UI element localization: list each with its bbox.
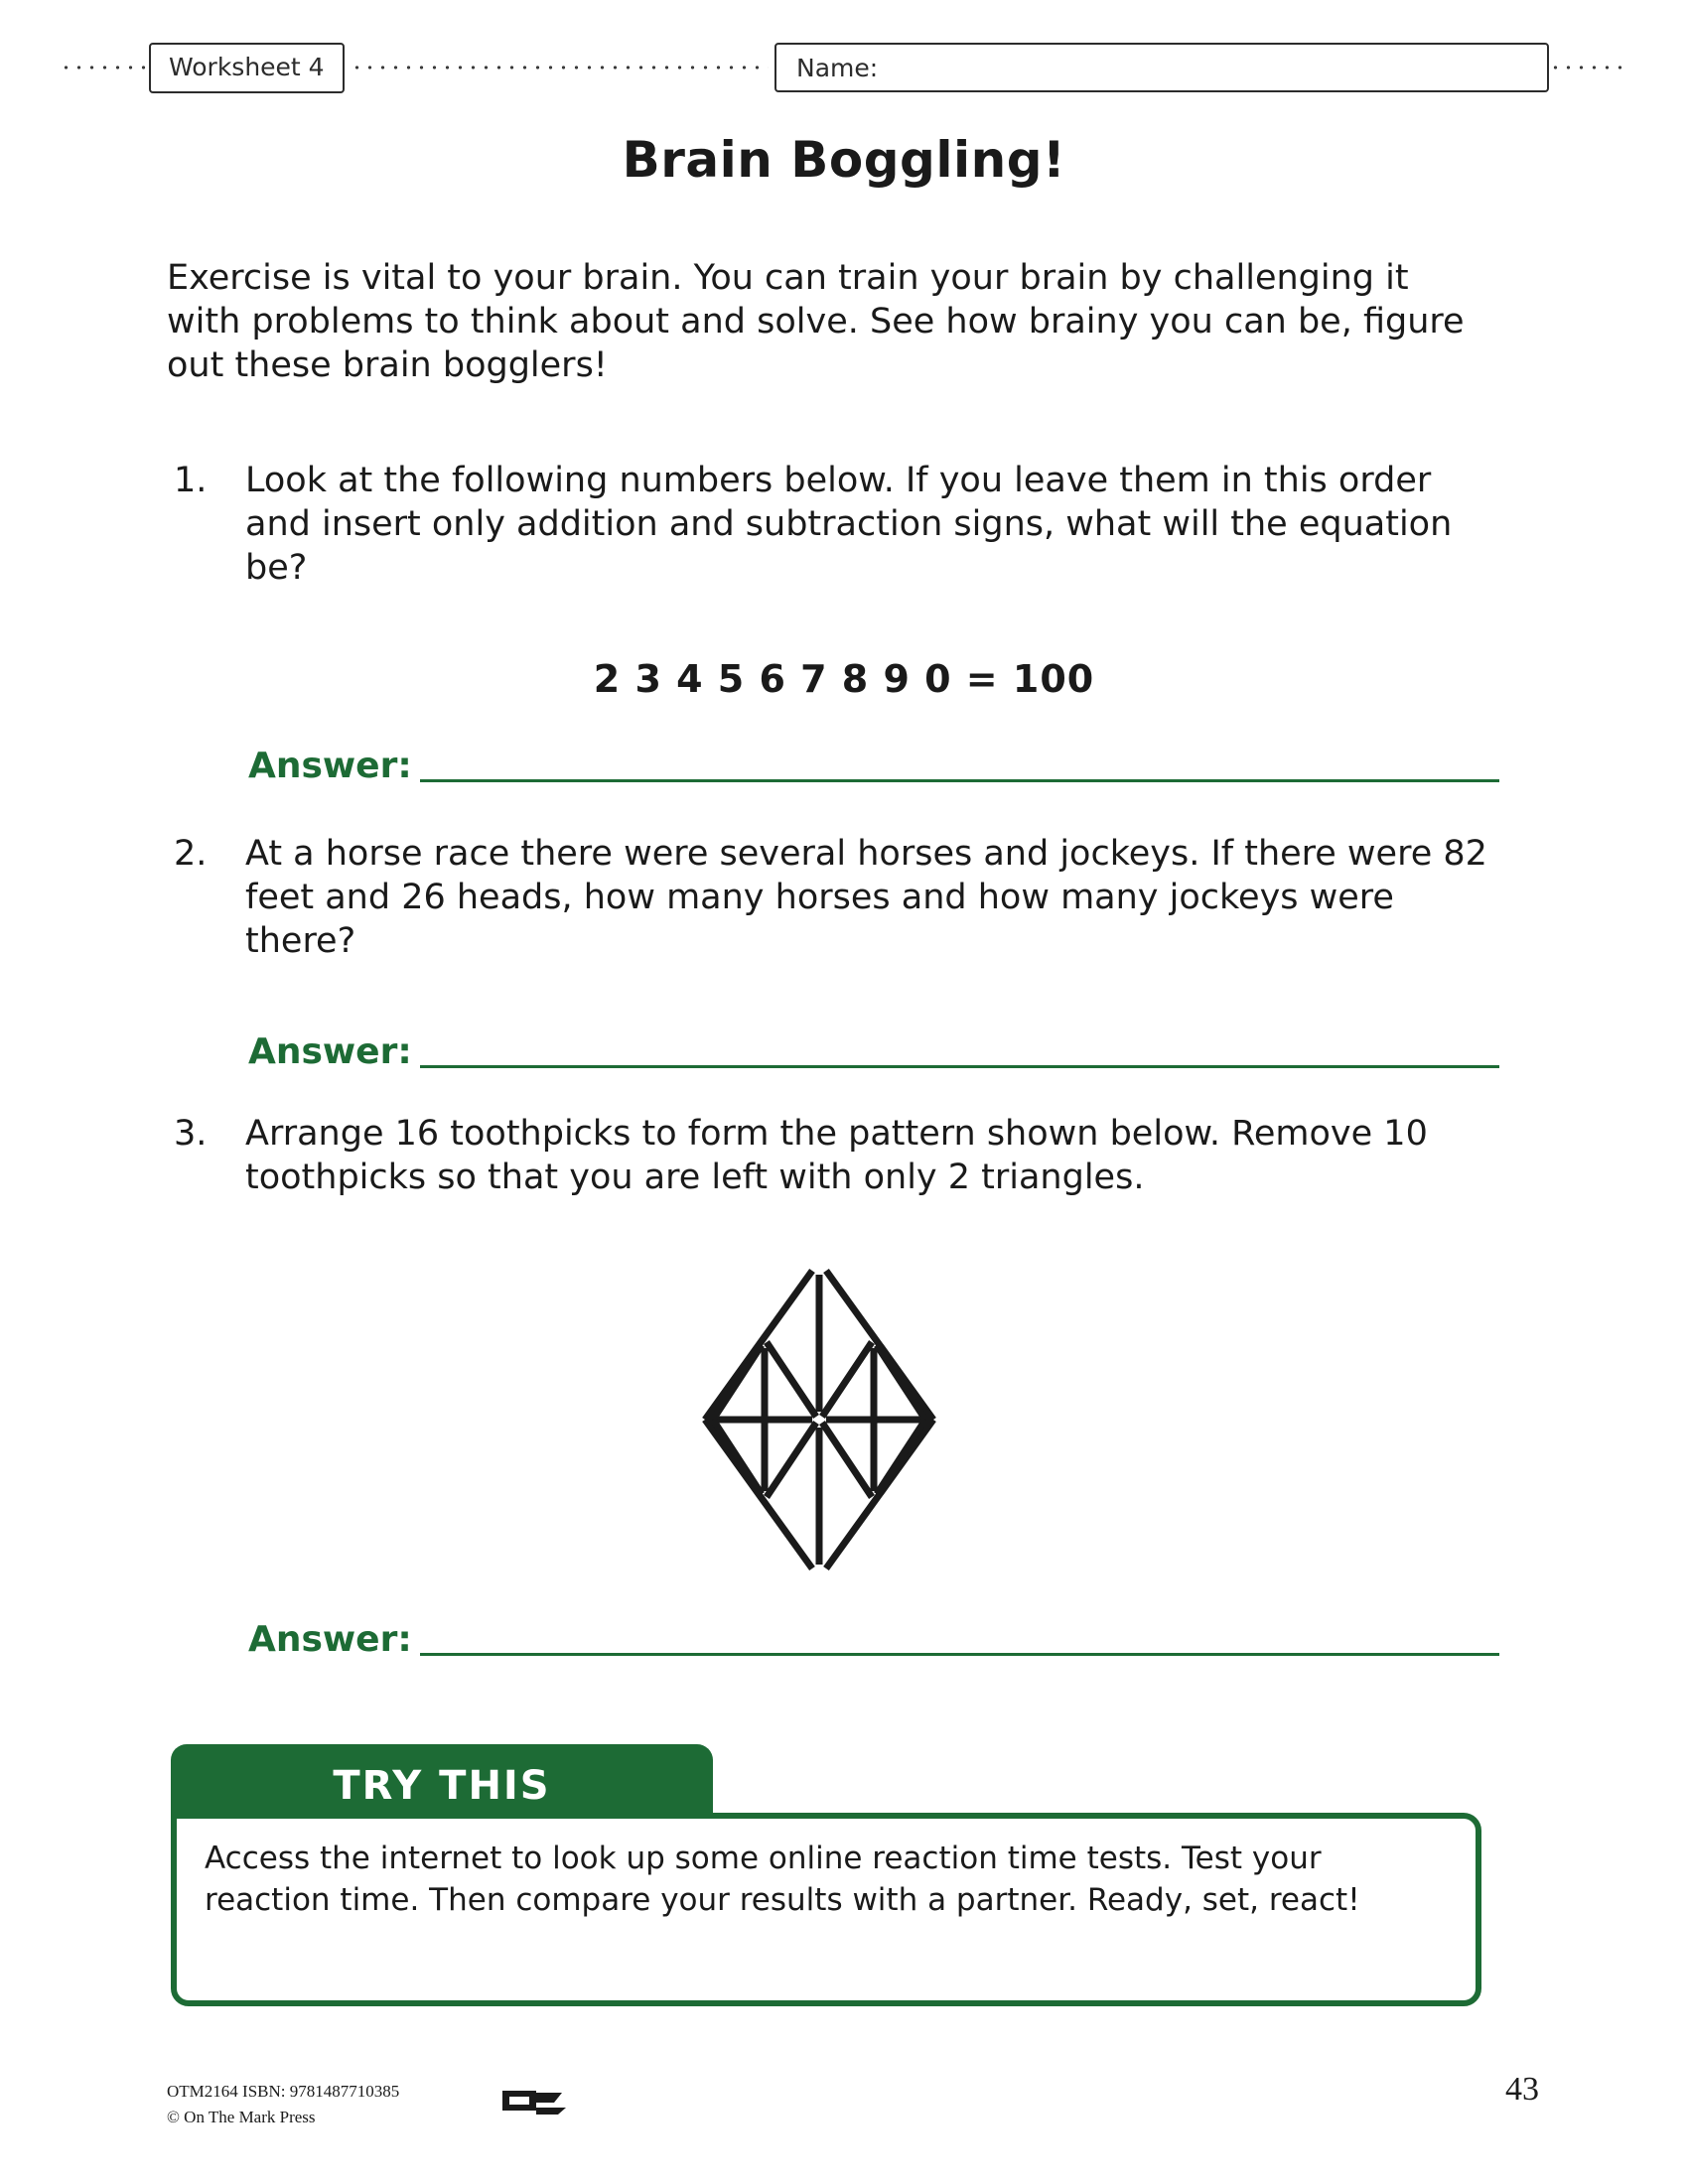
answer-label-3: Answer: (248, 1619, 412, 1660)
question-2 (174, 832, 1494, 963)
answer-row-1 (248, 735, 1499, 788)
name-field[interactable] (774, 43, 1549, 92)
answer-line-1[interactable] (420, 779, 1499, 782)
question-3-text: Arrange 16 toothpicks to form the pattern shown below. Remove 10 toothpicks so that you are left with only 2 triangles. (245, 1114, 1428, 1198)
question-1-equation: 2 3 4 5 6 7 8 9 0 = 100 (593, 657, 1095, 701)
worksheet-number-box (149, 43, 345, 93)
answer-label-1: Answer: (248, 746, 412, 786)
question-2-text: At a horse race there were several horses and jockeys. If there were 82 feet and 26 heads, how many horses and how many jockeys were there? (245, 834, 1487, 962)
try-this-tab-label: TRY THIS (333, 1763, 551, 1809)
page-title: Brain Boggling! (622, 131, 1066, 189)
dotted-rule-middle (351, 66, 769, 69)
dotted-rule-left (60, 66, 149, 69)
toothpick-pattern-figure (586, 1261, 1053, 1578)
question-1 (174, 459, 1494, 590)
answer-row-2 (248, 1021, 1499, 1074)
footer-code-line: OTM2164 ISBN: 9781487710385 (167, 2082, 400, 2101)
answer-line-3[interactable] (420, 1653, 1499, 1656)
footer-copyright-line: © On The Mark Press (167, 2107, 316, 2126)
question-3 (174, 1112, 1494, 1199)
toothpick-diagram-icon (586, 1261, 1053, 1578)
try-this-text: Access the internet to look up some online reaction time tests. Test your reaction time. Then compare your results with a partner. Ready, set, react! (205, 1841, 1360, 1918)
answer-label-2: Answer: (248, 1031, 412, 1072)
page-number: 43 (1505, 2071, 1539, 2108)
worksheet-number-label: Worksheet 4 (169, 52, 325, 81)
page-header (0, 40, 1688, 95)
answer-row-3 (248, 1608, 1499, 1662)
footer-publisher-info (167, 2079, 399, 2129)
try-this-box (171, 1813, 1481, 2006)
press-logo-icon (496, 2081, 570, 2120)
intro-paragraph: Exercise is vital to your brain. You can train your brain by challenging it with problems to think about and solve. See how brainy you can be, figure out these brain bogglers! (167, 258, 1465, 386)
name-field-label: Name: (796, 53, 879, 82)
question-2-number: 2. (174, 834, 208, 874)
question-3-number: 3. (174, 1114, 208, 1154)
question-1-text: Look at the following numbers below. If you leave them in this order and insert only addition and subtraction signs, what will the equation be? (245, 461, 1453, 589)
answer-line-2[interactable] (420, 1065, 1499, 1068)
question-1-number: 1. (174, 461, 208, 500)
dotted-rule-right (1549, 66, 1628, 69)
publisher-logo-icon (496, 2081, 570, 2120)
